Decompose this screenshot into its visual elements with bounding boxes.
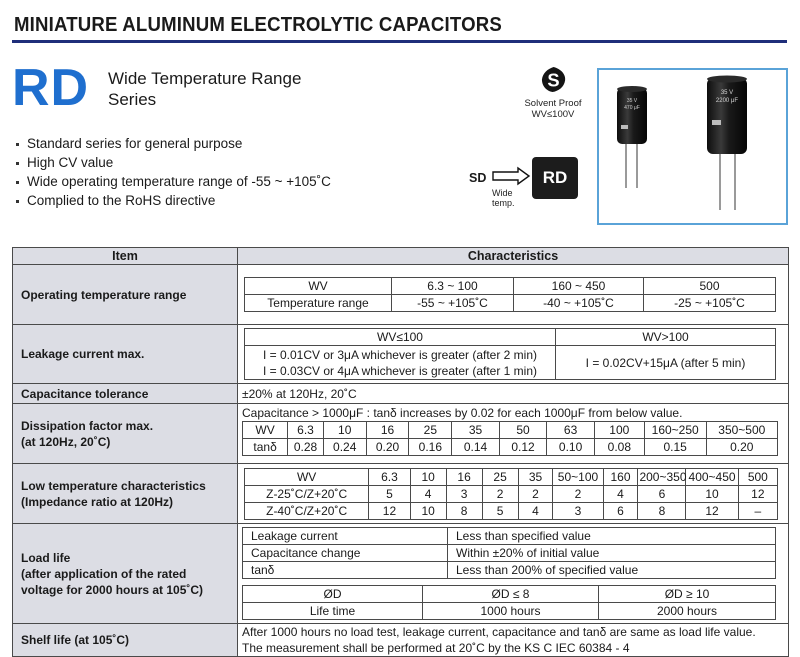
op-temp-range: -25 ~ +105˚C — [644, 295, 776, 312]
item-tolerance: Capacitance tolerance — [13, 384, 238, 404]
leakage-head-low: WV≤100 — [245, 329, 556, 346]
svg-text:S: S — [546, 69, 560, 91]
low-temp-z25-label: Z-25˚C/Z+20˚C — [245, 485, 369, 502]
product-photo — [597, 68, 788, 225]
load-life-diameter-label: ØD — [243, 586, 423, 603]
op-temp-table — [244, 277, 776, 312]
rd-series-box: RD — [532, 157, 578, 199]
low-temp-z25: 2 — [553, 485, 603, 502]
load-life-title: Load life — [21, 550, 71, 565]
feature-list — [14, 134, 331, 210]
low-temp-z25: 3 — [446, 485, 482, 502]
low-temp-z40: 3 — [553, 502, 603, 519]
dissipation-tan: 0.10 — [547, 439, 595, 456]
dissipation-wv-label: WV — [243, 422, 288, 439]
shelf-life-line-2: The measurement shall be performed at 20˚C by the KS C IEC 60384 - 4 — [242, 641, 630, 655]
load-life-condition-2: voltage for 2000 hours at 105˚C) — [21, 582, 204, 597]
dissipation-tan: 0.24 — [323, 439, 366, 456]
table-row — [13, 464, 789, 524]
leakage-table — [244, 328, 776, 380]
low-temp-wv: 160 — [603, 468, 638, 485]
dissipation-title: Dissipation factor max. — [21, 418, 154, 433]
series-name-line2: Series — [108, 90, 157, 109]
feature-item: Complied to the RoHS directive — [14, 191, 331, 210]
low-temp-z25: 6 — [638, 485, 686, 502]
leakage-formula-high: I = 0.02CV+15μA (after 5 min) — [556, 346, 776, 380]
spec-table — [12, 247, 789, 657]
dissipation-tan: 0.16 — [409, 439, 452, 456]
op-temp-wv: 6.3 ~ 100 — [392, 278, 514, 295]
load-life-criteria-table — [242, 527, 776, 579]
load-life-diameter: ØD ≤ 8 — [423, 586, 599, 603]
low-temp-z40: 6 — [603, 502, 638, 519]
load-life-key: Leakage current — [243, 528, 448, 545]
wide-temp-label — [492, 188, 515, 208]
low-temp-z40-label: Z-40˚C/Z+20˚C — [245, 502, 369, 519]
low-temp-wv: 25 — [482, 468, 518, 485]
dissipation-wv: 10 — [323, 422, 366, 439]
load-life-value: Less than specified value — [448, 528, 776, 545]
low-temp-wv: 6.3 — [369, 468, 410, 485]
low-temp-z25: 2 — [518, 485, 553, 502]
table-row — [13, 524, 789, 624]
item-low-temp — [13, 464, 238, 524]
dissipation-wv: 16 — [366, 422, 409, 439]
series-code: RD — [12, 59, 90, 117]
op-temp-range-label: Temperature range — [245, 295, 392, 312]
dissipation-wv: 350~500 — [706, 422, 777, 439]
item-shelf-life: Shelf life (at 105˚C) — [13, 624, 238, 657]
series-name — [108, 68, 301, 110]
page-title: MINIATURE ALUMINUM ELECTROLYTIC CAPACITORS — [14, 14, 502, 36]
dissipation-condition: (at 120Hz, 20˚C) — [21, 434, 111, 449]
dissipation-tan: 0.28 — [288, 439, 324, 456]
large-cap-stripe — [712, 120, 721, 125]
op-temp-range: -40 ~ +105˚C — [514, 295, 644, 312]
low-temp-z40: – — [738, 502, 777, 519]
feature-item: Wide operating temperature range of -55 ~ +105˚C — [14, 172, 331, 191]
table-row — [13, 325, 789, 384]
op-temp-wv: 160 ~ 450 — [514, 278, 644, 295]
dissipation-note: Capacitance > 1000μF : tanδ increases by 0.02 for each 1000μF from below value. — [242, 406, 683, 420]
load-life-key: tanδ — [243, 562, 448, 579]
low-temp-wv-label: WV — [245, 468, 369, 485]
sd-series-label: SD — [469, 171, 487, 185]
wide-temp-line2: temp. — [492, 198, 515, 208]
solvent-proof-label: Solvent Proof — [524, 98, 582, 109]
dissipation-wv: 35 — [452, 422, 500, 439]
low-temp-z40: 10 — [410, 502, 446, 519]
load-life-hours-table — [242, 585, 776, 620]
column-header-characteristics: Characteristics — [238, 248, 789, 265]
arrow-right-icon — [492, 167, 530, 185]
dissipation-tan: 0.20 — [706, 439, 777, 456]
item-leakage: Leakage current max. — [13, 325, 238, 384]
load-life-value: Within ±20% of initial value — [448, 545, 776, 562]
dissipation-table — [242, 421, 778, 456]
load-life-lifetime-label: Life time — [243, 603, 423, 620]
load-life-diameter: ØD ≥ 10 — [599, 586, 776, 603]
low-temp-wv: 50~100 — [553, 468, 603, 485]
leakage-formula-1: I = 0.01CV or 3μA whichever is greater (after 2 min) — [262, 347, 538, 362]
large-cap-voltage: 35 V — [720, 90, 734, 96]
tolerance-value: ±20% at 120Hz, 20˚C — [242, 386, 357, 401]
dissipation-wv: 50 — [499, 422, 547, 439]
feature-item: High CV value — [14, 153, 331, 172]
table-row — [13, 624, 789, 657]
low-temp-z25: 12 — [738, 485, 777, 502]
low-temp-z40: 5 — [482, 502, 518, 519]
dissipation-tan: 0.14 — [452, 439, 500, 456]
low-temp-wv: 400~450 — [686, 468, 738, 485]
op-temp-wv: 500 — [644, 278, 776, 295]
shelf-life-line-1: After 1000 hours no load test, leakage current, capacitance and tanδ are same as load life value. — [242, 625, 756, 639]
low-temp-wv: 35 — [518, 468, 553, 485]
dissipation-tan: 0.08 — [594, 439, 644, 456]
column-header-item: Item — [13, 248, 238, 265]
dissipation-wv: 6.3 — [288, 422, 324, 439]
title-divider — [12, 40, 787, 43]
low-temp-z40: 12 — [369, 502, 410, 519]
dissipation-wv: 160~250 — [644, 422, 706, 439]
low-temp-z25: 4 — [603, 485, 638, 502]
dissipation-tan: 0.12 — [499, 439, 547, 456]
leakage-head-high: WV>100 — [556, 329, 776, 346]
low-temp-table — [244, 468, 778, 520]
low-temp-z25: 2 — [482, 485, 518, 502]
item-dissipation — [13, 404, 238, 464]
load-life-hours: 1000 hours — [423, 603, 599, 620]
low-temp-z25: 10 — [686, 485, 738, 502]
solvent-proof-icon — [540, 66, 567, 93]
small-cap-stripe — [621, 125, 628, 129]
low-temp-z40: 8 — [638, 502, 686, 519]
table-row — [13, 265, 789, 325]
low-temp-wv: 10 — [410, 468, 446, 485]
solvent-proof-wv: WV≤100V — [531, 109, 575, 120]
low-temp-z25: 5 — [369, 485, 410, 502]
low-temp-title: Low temperature characteristics — [21, 478, 206, 493]
leakage-formula-2: I = 0.03CV or 4μA whichever is greater (after 1 min) — [262, 363, 538, 378]
low-temp-z40: 12 — [686, 502, 738, 519]
dissipation-wv: 100 — [594, 422, 644, 439]
op-temp-wv-label: WV — [245, 278, 392, 295]
small-cap-capacitance: 470 μF — [624, 105, 640, 111]
dissipation-wv: 63 — [547, 422, 595, 439]
wide-temp-line1: Wide — [492, 188, 513, 198]
feature-item: Standard series for general purpose — [14, 134, 331, 153]
load-life-value: Less than 200% of specified value — [448, 562, 776, 579]
low-temp-z25: 4 — [410, 485, 446, 502]
solvent-proof-badge — [518, 66, 588, 120]
low-temp-wv: 500 — [738, 468, 777, 485]
op-temp-range: -55 ~ +105˚C — [392, 295, 514, 312]
dissipation-tan: 0.20 — [366, 439, 409, 456]
dissipation-tan-label: tanδ — [243, 439, 288, 456]
large-cap-capacitance: 2200 μF — [715, 98, 739, 104]
item-load-life — [13, 524, 238, 624]
capacitor-image — [599, 70, 786, 223]
dissipation-tan: 0.15 — [644, 439, 706, 456]
low-temp-condition: (Impedance ratio at 120Hz) — [21, 494, 174, 509]
low-temp-wv: 200~350 — [639, 469, 687, 484]
low-temp-wv: 16 — [446, 468, 482, 485]
table-row — [13, 404, 789, 464]
low-temp-z40: 8 — [446, 502, 482, 519]
dissipation-wv: 25 — [409, 422, 452, 439]
load-life-hours: 2000 hours — [599, 603, 776, 620]
table-row — [13, 384, 789, 404]
item-operating-temp: Operating temperature range — [13, 265, 238, 325]
series-name-line1: Wide Temperature Range — [108, 69, 302, 88]
low-temp-z40: 4 — [518, 502, 553, 519]
load-life-key: Capacitance change — [243, 545, 448, 562]
small-cap-voltage: 35 V — [626, 98, 638, 104]
load-life-condition-1: (after application of the rated — [21, 566, 187, 581]
